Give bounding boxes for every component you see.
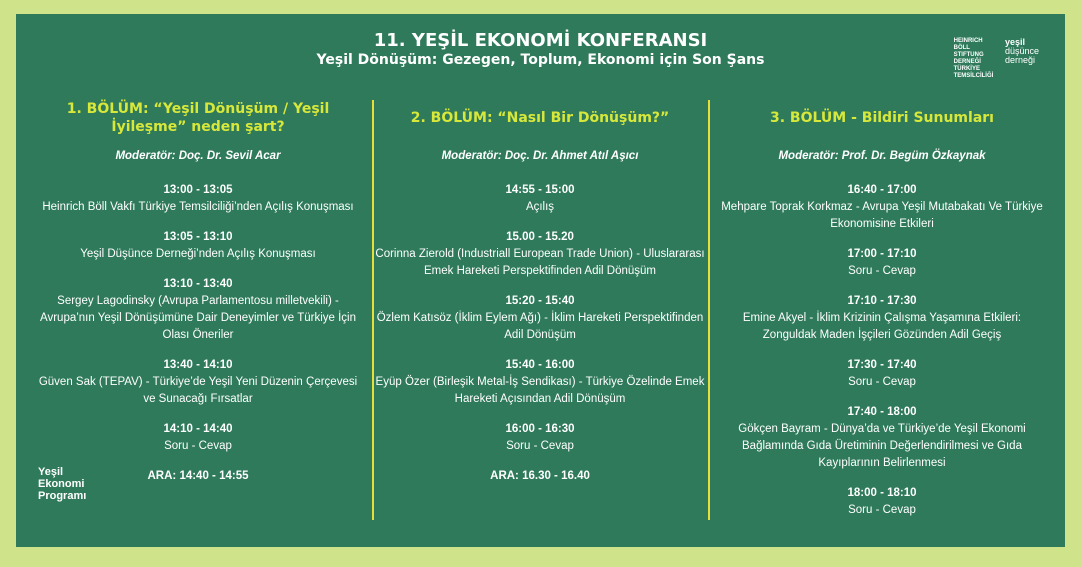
moderator: Moderatör: Doç. Dr. Sevil Acar — [115, 150, 281, 162]
agenda-item: ARA: 14:40 - 14:55 — [147, 470, 249, 482]
agenda-item: 17:40 - 18:00 Gökçen Bayram - Dünya’da ve Türkiye’de Yeşil Ekonomi Bağlamında Gıda Üretiminin Değerlendirilmesi ve Gıda Kayıplarının Belirlenmesi — [738, 406, 1026, 469]
agenda-item: 15:40 - 16:00 Eyüp Özer (Birleşik Metal-İş Sendikası) - Türkiye Özelinde Emek Hareketi Açısından Adil Dönüşüm — [375, 359, 705, 405]
agenda-item: ARA: 16.30 - 16.40 — [490, 470, 590, 482]
agenda-item: 14:10 - 14:40 Soru - Cevap — [163, 423, 233, 452]
section-heading: 3. BÖLÜM - Bildiri Sunumları — [770, 110, 994, 126]
section-heading: 1. BÖLÜM: “Yeşil Dönüşüm / Yeşil İyileşme” neden şart? — [66, 101, 330, 135]
agenda-item: 16:00 - 16:30 Soru - Cevap — [505, 423, 575, 452]
moderator: Moderatör: Prof. Dr. Begüm Özkaynak — [778, 150, 986, 162]
agenda-panel — [16, 14, 1065, 547]
column-divider-2 — [708, 100, 710, 520]
section-3 — [716, 100, 1048, 519]
agenda-item: 15:20 - 15:40 Özlem Katısöz (İklim Eylem Ağı) - İklim Hareketi Perspektifinden Adil Dönüşüm — [376, 295, 704, 341]
moderator: Moderatör: Doç. Dr. Ahmet Atıl Aşıcı — [441, 150, 639, 162]
agenda-item: 17:30 - 17:40 Soru - Cevap — [847, 359, 917, 388]
conference-title: 11. YEŞİL EKONOMİ KONFERANSI — [373, 30, 708, 51]
partner-logos: HEINRICH BÖLL STIFTUNG DERNEĞİ TÜRKİYE TEMSİLCİLİĞİ yeşil düşünce derneği — [953, 37, 1039, 79]
agenda-item: 18:00 - 18:10 Soru - Cevap — [847, 487, 917, 516]
section-heading: 2. BÖLÜM: “Nasıl Bir Dönüşüm?” — [410, 110, 670, 126]
agenda-item: 16:40 - 17:00 Mehpare Toprak Korkmaz - Avrupa Yeşil Mutabakatı Ve Türkiye Ekonomisine Etkileri — [721, 184, 1043, 230]
agenda-item: 15.00 - 15.20 Corinna Zierold (Industriall European Trade Union) - Uluslararası Emek Hareketi Perspektifinden Adil Dönüşüm — [375, 231, 705, 277]
agenda-item: 17:00 - 17:10 Soru - Cevap — [847, 248, 917, 277]
conference-subtitle: Yeşil Dönüşüm: Gezegen, Toplum, Ekonomi için Son Şans — [316, 52, 765, 68]
section-2 — [374, 100, 706, 485]
agenda-item: 17:10 - 17:30 Emine Akyel - İklim Krizinin Çalışma Yaşamına Etkileri: Zonguldak Maden İşçileri Gözünden Adil Geçiş — [742, 295, 1022, 341]
agenda-item: 13:00 - 13:05 Heinrich Böll Vakfı Türkiye Temsilciliği’nden Açılış Konuşması — [42, 184, 354, 213]
agenda-item: 13:10 - 13:40 Sergey Lagodinsky (Avrupa Parlamentosu milletvekili) - Avrupa’nın Yeşil Dönüşümüne Dair Deneyimler ve Türkiye İçin Olası Öneriler — [40, 278, 356, 341]
section-1 — [32, 100, 364, 485]
green-economy-program-logo: Yeşil Ekonomi Programı — [38, 466, 87, 502]
agenda-item: 13:05 - 13:10 Yeşil Düşünce Derneği’nden Açılış Konuşması — [80, 231, 316, 260]
agenda-item: 14:55 - 15:00 Açılış — [505, 184, 575, 213]
agenda-item: 13:40 - 14:10 Güven Sak (TEPAV) - Türkiye’de Yeşil Yeni Düzenin Çerçevesi ve Sunacağı Fırsatlar — [38, 359, 358, 405]
